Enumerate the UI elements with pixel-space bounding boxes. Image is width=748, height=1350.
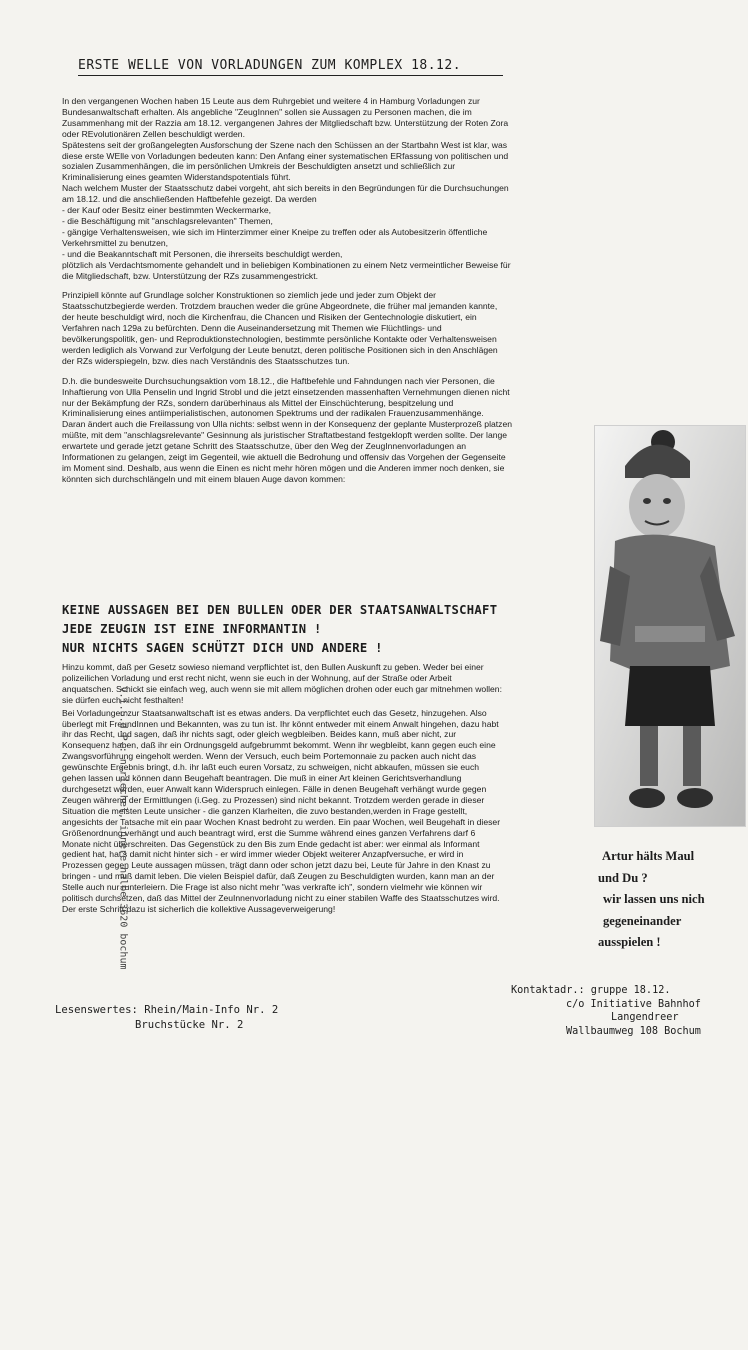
paragraph-4: Hinzu kommt, daß per Gesetz sowieso niemand verpflichtet ist, den Bullen Auskunft zu geben. Weder bei einer polizeilichen Vorladung und erst recht nicht, wenn sie euch in der Wohnung, auf der Straße oder Arbeit anquatschen. Schickt sie einfach weg, auch wenn sie mit allem möglichen drohen oder euch gar mitnehmen wollen: sie dürfen euch nicht festhalten!: [62, 662, 502, 705]
child-photo: [594, 425, 746, 827]
contact-line-3: Langendreer: [611, 1012, 679, 1023]
main-text: [62, 96, 512, 494]
paragraph-1: In den vergangenen Wochen haben 15 Leute aus dem Ruhrgebiet und weitere 4 in Hamburg Vorladungen zur Bundesanwaltschaft erhalten. Als angebliche "ZeugInnen" sollen sie Aussagen zu Personen machen, die im Zusammenhang mit der Razzia am 18.12. vergangenen Jahres der Mitgliedschaft bzw. Unterstützung der Roten Zora oder REvolutionären Zellen beschuldigt werden. Spätestens seit der großangelegten Ausforschung der Szene nach den Schüssen an der Startbahn West ist klar, was diese erste WElle von Vorladungen bedeuten kann: Den Anfang einer systematischen ERfassung von politischen und sozialen Zusammenhängen, die im persönlichen Umkreis der Beschuldigten ansetzt und schließlich zur Kriminalisierung eines geamten Widerstandspotentials führt. Nach welchem Muster der Staatsschutz dabei vorgeht, aht sich bereits in den Begründungen für die Durchsuchungen am 18.12. und die anschließenden Haftbefehle gezeigt. Da werden - der Kauf oder Besitz einer bestimmten Weckermarke, - die Beschäftigung mit "anschlagsrelevanten" Themen, - gängige Verhaltensweisen, wie sich im Hinterzimmer einer Kneipe zu treffen oder als Autobesitzerin öffentliche Verkehrsmittel zu benutzen, - und die Beakanntschaft mit Personen, die ihrerseits beschuldigt werden, plötzlich als Verdachtsmomente gehandelt und in beliebigen Kombinationen zu einem Netz vermeintlicher Beweise für die Mitgliedschaft, bzw. Unterstützung der RZs zusammengestrickt.: [62, 96, 511, 281]
caption-line-1: Artur hälts Maul: [602, 849, 695, 863]
paragraph-2: Prinzipiell könnte auf Grundlage solcher Konstruktionen so ziemlich jede und jeder zum Objekt der Staatsschutzbegierde werden. Trotzdem brauchen weder die grüne Abgeordnete, die früher mal jemanden kannte, der heute beschuldigt wird, noch die Kirchenfrau, die Chancen und Risiken der Gentechnologie diskutiert, ein Verfahren nach 129a zu befürchten. Denn die Auseinandersetzung mit Themen wie Flüchtlings- und bevölkerungspolitik, gen- und Reproduktionstechnologien, bestimmte persönliche Kontakte oder Verhaltensweisen werden lediglich als Vorwand zur Verfolgung der Leute benutzt, deren politische Positionen sich in den Anschlägen der RZs widerspiegeln, bzw. dies nach Verständnis des Staatsschutzes tun.: [62, 290, 498, 366]
slogan-line-3: NUR NICHTS SAGEN SCHÜTZT DICH UND ANDERE !: [62, 641, 383, 655]
reading-item-2: Bruchstücke Nr. 2: [135, 1019, 244, 1031]
caption-line-3: wir lassen uns nich: [603, 892, 705, 906]
photo-caption: [598, 846, 748, 954]
contact-address: [511, 984, 747, 1038]
reading-list: [55, 1003, 385, 1033]
contact-line-1: Kontaktadr.: gruppe 18.12.: [511, 985, 671, 996]
page-title: ERSTE WELLE VON VORLADUNGEN ZUM KOMPLEX 18.12.: [78, 58, 503, 76]
caption-line-4: gegeneinander: [603, 913, 682, 928]
paragraph-3: D.h. die bundesweite Durchsuchungsaktion vom 18.12., die Haftbefehle und Fahndungen nach vier Personen, die Inhaftierung von Ulla Penselin und Ingrid Strobl und die jetzt einsetzenden massenhaften Vernehmungen dienen nicht nur der Bekämpfung der RZs, sondern darüberhinaus als Mittel der Einschüchterung, bespitzelung und Kriminalisierung eines antiimperialistischen, autonomen Spektrums und der radikalen Frauenzusammenhänge. Daran ändert auch die Freilassung von Ulla nichts: selbst wenn in der Konsequenz der geplante Musterprozeß platzen müßte, mit dem "anschlagsrelevante" Gesinnung als juristischer Straftatbestand festgeklopft werden sollte. Der lange erwartete und gerade jetzt getane Schritt des Staatsschutze, über den Weg der ZeugInnenvorladungen an Informationen zu gelangen, zeigt im Gegenteil, wie aktuell die Bedrohung und offensiv das Vorgehen der Gegenseite im Moment sind. Deshalb, aus wenn die Einen es nicht mehr hören mögen und die Anderen immer noch denken, sie könnten sich durchschlängeln und mit einem blauen Auge davon kommen:: [62, 375, 512, 484]
reading-item-1: Lesenswertes: Rhein/Main-Info Nr. 2: [55, 1004, 279, 1016]
slogan-headline: [62, 601, 622, 658]
contact-line-2: c/o Initiative Bahnhof: [566, 998, 701, 1010]
imprint-sidebar: V.i.S.d.P.: n.riechel, innere halbe 3620 bochum: [117, 686, 129, 970]
slogan-line-1: KEINE AUSSAGEN BEI DEN BULLEN ODER DER STAATSANWALTSCHAFT: [62, 603, 498, 617]
slogan-line-2: JEDE ZEUGIN IST EINE INFORMANTIN !: [62, 622, 322, 636]
contact-line-4: Wallbaumweg 108 Bochum: [566, 1025, 701, 1037]
caption-line-2: und Du ?: [598, 870, 648, 885]
paragraph-5: Bei Vorladungen zur Staatsanwaltschaft ist es etwas anders. Da verpflichtet euch das Gesetz, hinzugehen. Also überlegt mit FreundInnen und Bekannten, was zu tun ist. Ihr könnt entweder mit einem Anwalt hingehen, dazu habt ihr das Recht, und sagen, daß ihr nichts sagt, oder gleich wegbleiben. Beides kann, muß aber nicht, zur Konsequenz haben, daß ihr ein Ordnungsgeld aufgebrummt bekommt. Wenn ihr wegbleibt, kann gegen euch eine Zwangsvorführung eingeholt werden. Wenn der Versuch, euch beim Portemonnaie zu packen auch nicht das gewünschte Ergebnis bringt, d.h. ihr laßt euch euren Vorsatz, zu schweigen, nicht abkaufen, müssen sie euch gehen lassen und können dann Beugehaft beantragen. Die muß in einer Art kleinen Gerichtsverhandlung durchgesetzt werden, euer Anwalt kann Widerspruch einlegen. Fälle in denen Beugehaft verhängt wurde gegen Zeugen während der Ermittlungen (i.Geg. zu Prozessen) sind nicht bekannt. Trotzdem werden gerade in dieser Situation die meisten Leute unsicher - die ganzen Klarheiten, die zuvo bestanden,werden in Frage gestellt, angesichts der Tatsache mit ein paar Wochen Knast bedroht zu werden. Ein paar Wochen, weil Beugehaft in dieser Größenordnung verhängt und auch beantragt wird, erst die Summe während eines ganzen Verfahrens darf 6 Monate nicht überschreiten. Das Gegenstück zu den Bis zum Ende gedacht ist aber: wer einmal als Informant gedient hat, hat's damit nicht hinter sich - er wird immer wieder Objekt weiterer Anzapfversuche, er wird in Prozessen gegen Leute aussagen müssen, trägt dann oder schon jetzt dazu bei, Leute für Jahre in den Knast zu bringen - und muß damit leben. Die vielen Beispiel dafür, daß Zeugen zu Beschuldigten wurden, kann man an der Stelle auch nur runterleiern. Die Frage ist also nicht mehr "was verkrafte ich", sondern vielmehr wie können wir politisch durchsetzen, daß das Mittel der ZeuInnenvorladung nicht zu einer stabilen Waffe des Staatsschutzes wird. Der erste Schritt dazu ist sicherlich die kollektive Aussageverweigerung!: [62, 707, 501, 914]
caption-line-5: ausspielen !: [598, 935, 661, 949]
